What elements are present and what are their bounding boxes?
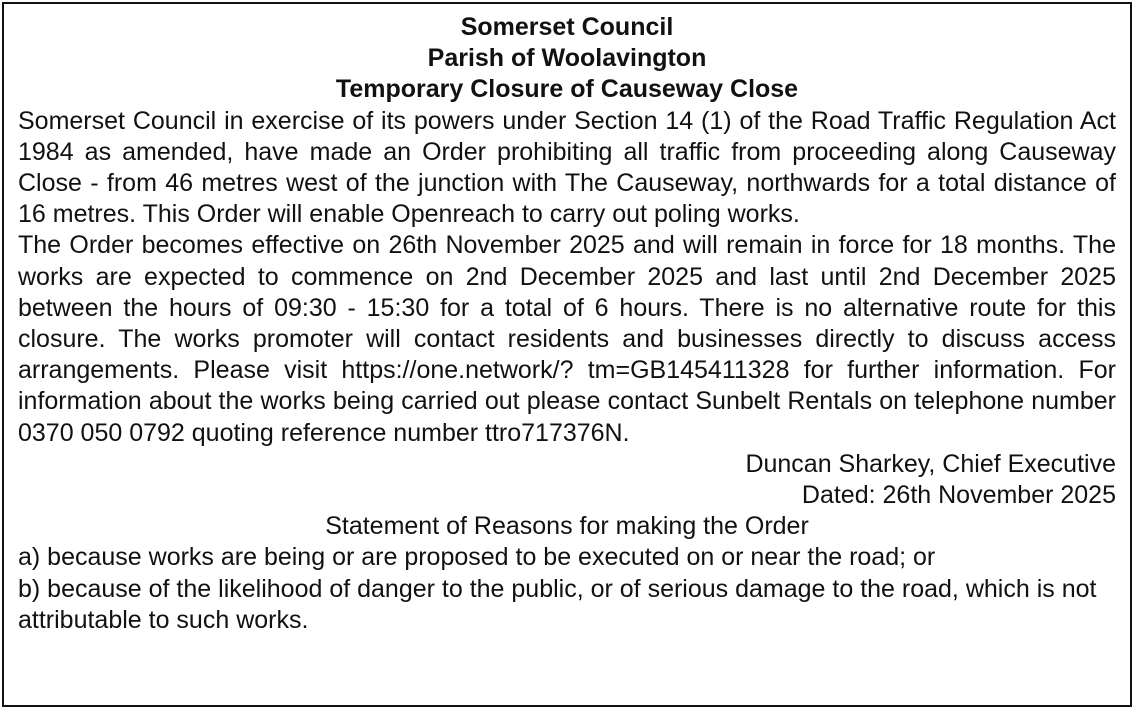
reasons-title: Statement of Reasons for making the Order bbox=[325, 512, 809, 541]
reason-item: a) because works are being or are proposed to be executed on or near the road; or bbox=[18, 543, 936, 572]
parish-heading: Parish of Woolavington bbox=[427, 44, 707, 73]
signatory-line: Duncan Sharkey, Chief Executive bbox=[745, 449, 1116, 478]
dated-line: Dated: 26th November 2025 bbox=[801, 481, 1116, 510]
reason-item: b) because of the likelihood of danger to the public, or of serious damage to the road, which is not attributable to such works. bbox=[18, 574, 1097, 634]
public-notice bbox=[2, 2, 1132, 707]
council-heading: Somerset Council bbox=[460, 13, 674, 41]
order-paragraph: Somerset Council in exercise of its powers under Section 14 (1) of the Road Traffic Regulation Act 1984 as amended, have made an Order prohibiting all traffic from proceeding along Causeway Close - from 46 metres west of the junction with The Causeway, northwards for a total distance of 16 metres. This Order will enable Openreach to carry out poling works. bbox=[18, 106, 1116, 229]
details-paragraph: The Order becomes effective on 26th November 2025 and will remain in force for 18 months. The works are expected to commence on 2nd December 2025 and last until 2nd December 2025 between the hours of 09:30 - 15:30 for a total of 6 hours. There is no alternative route for this closure. The works promoter will contact residents and businesses directly to discuss access arrangements. Please visit https://one.network/? tm=GB145411328 for further information. For information about the works being carried out please contact Sunbelt Rentals on telephone number 0370 050 0792 quoting reference number ttro717376N. bbox=[18, 231, 1116, 447]
closure-title: Temporary Closure of Causeway Close bbox=[335, 75, 799, 104]
